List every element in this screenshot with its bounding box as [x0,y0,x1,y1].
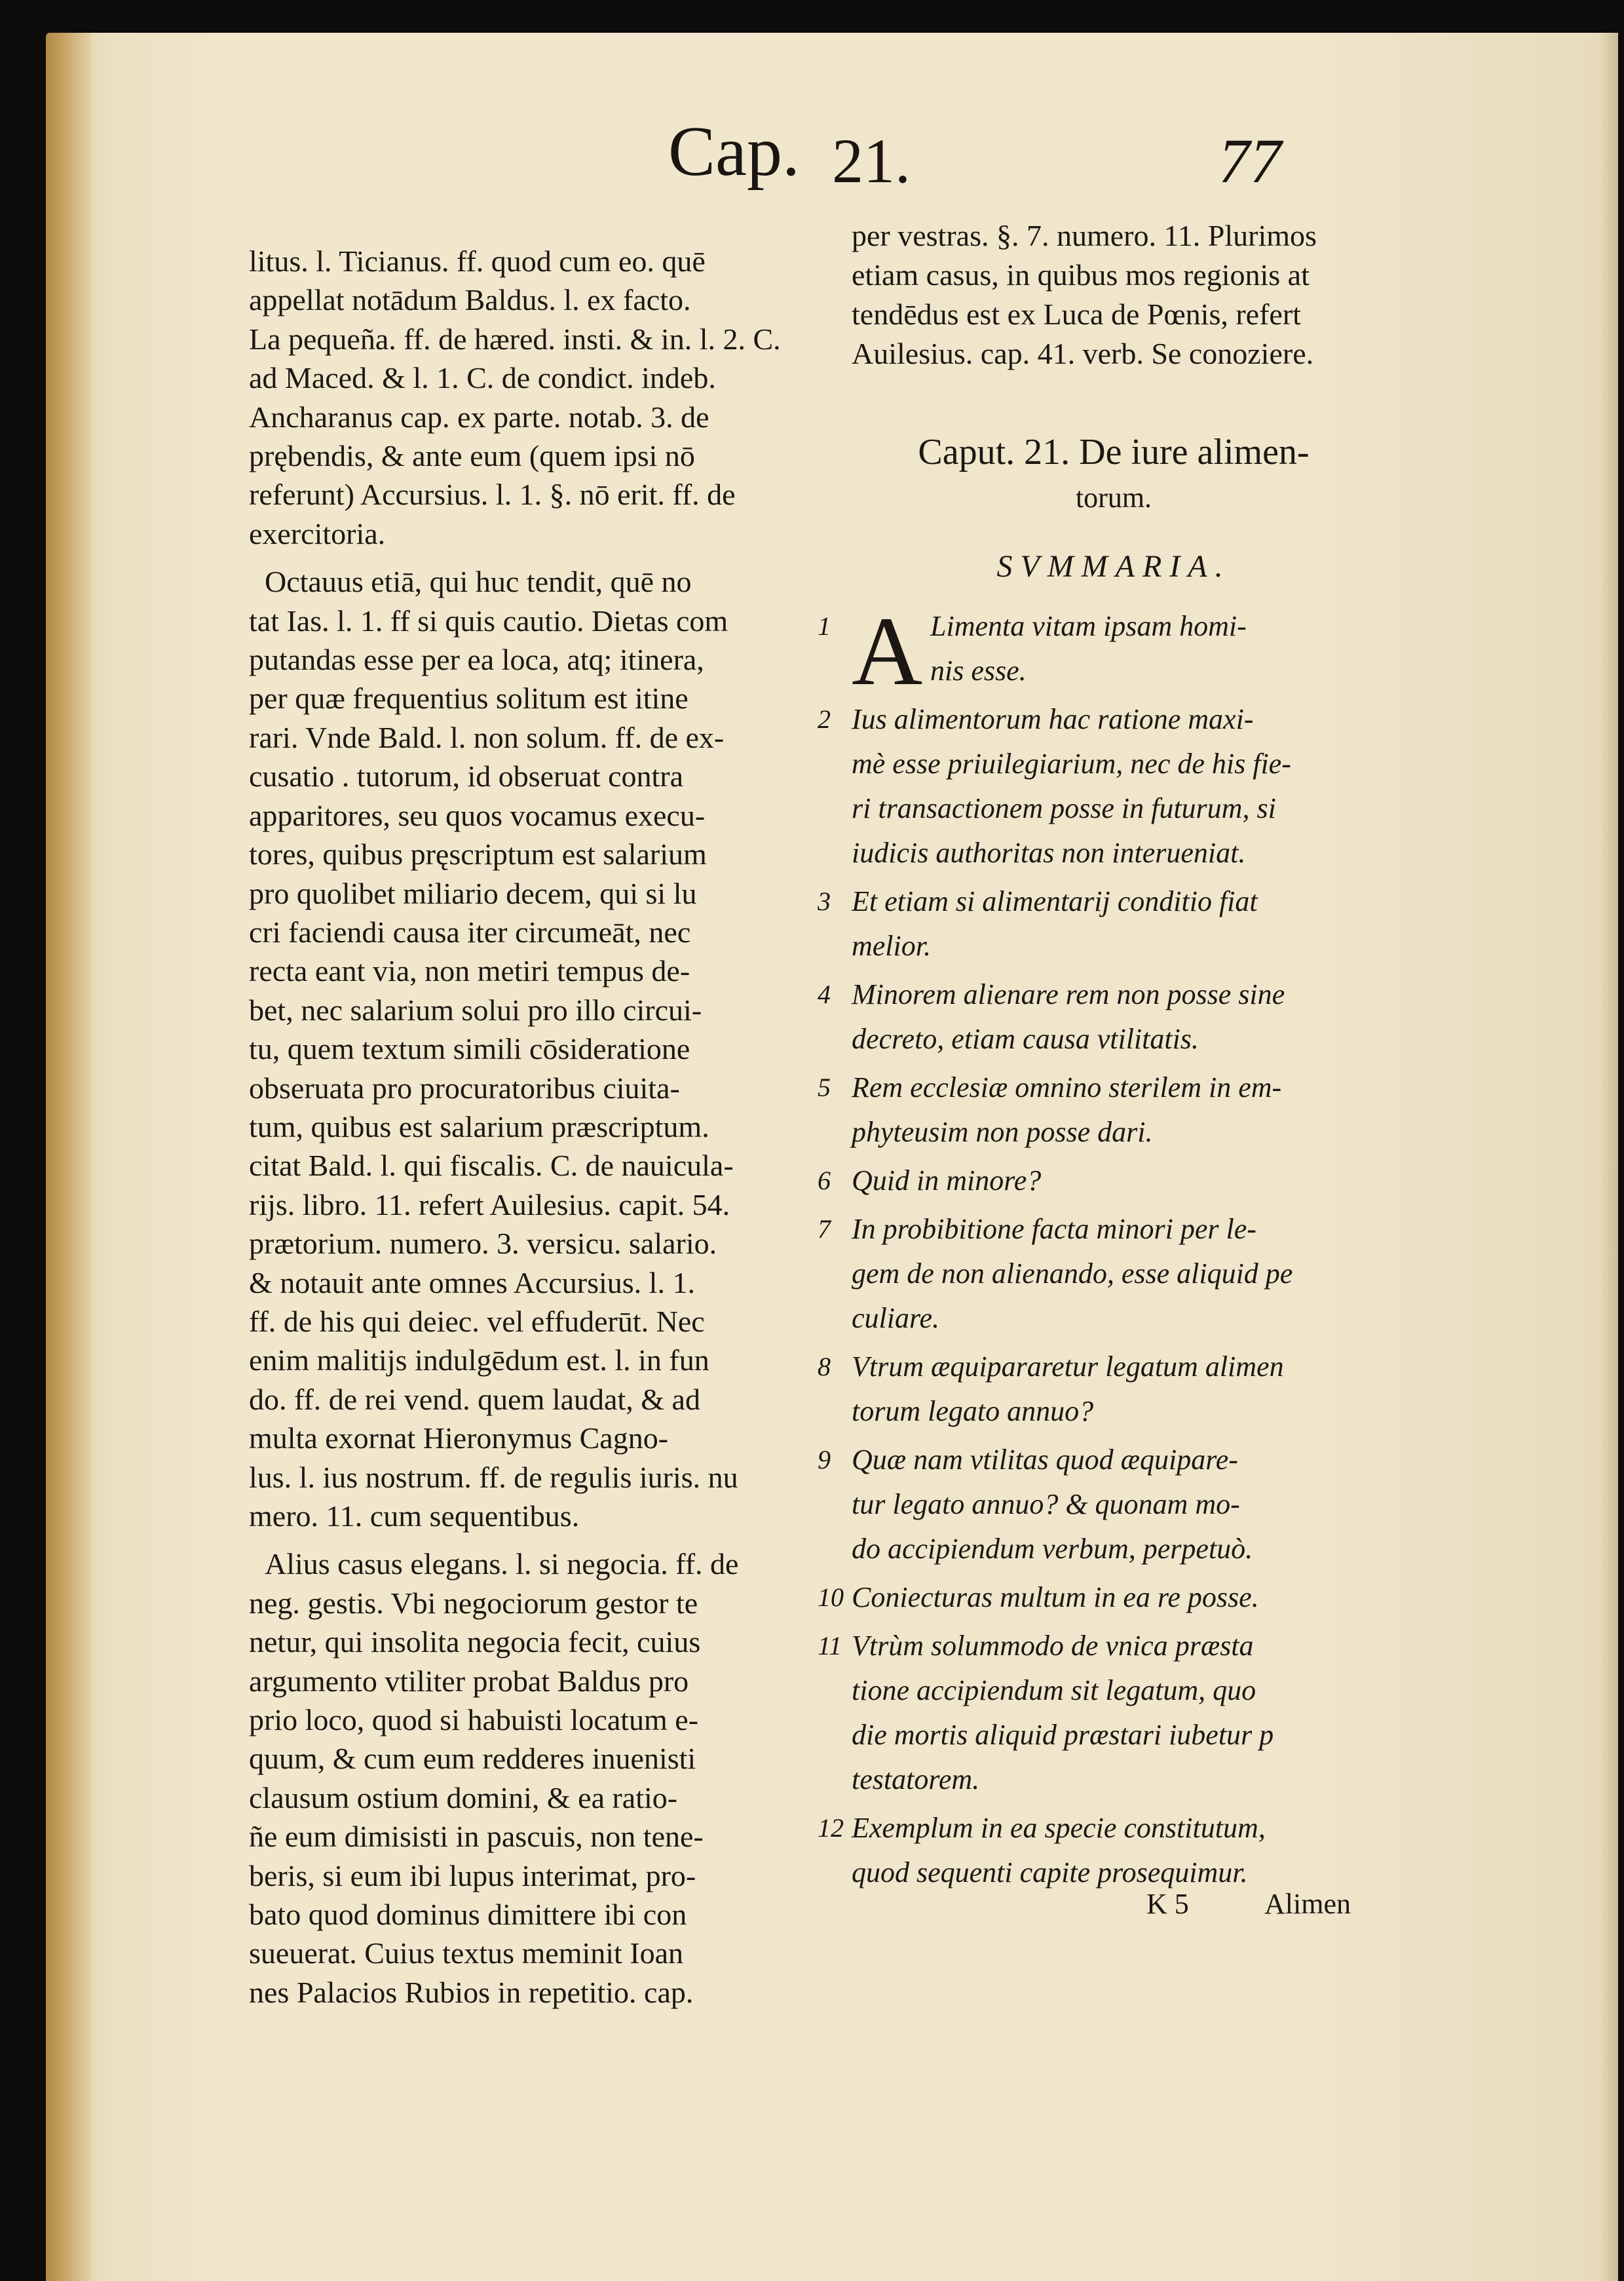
summary-item [818,697,1376,875]
text-line: & notauit ante omnes Accursius. l. 1. [249,1265,695,1299]
right-column-continuation [852,216,1376,374]
summary-item [818,1575,1376,1620]
summary-item-line: Rem ecclesiæ omnino sterilem in em- [852,1071,1282,1103]
text-line: Auilesius. cap. 41. verb. Se conoziere. [852,337,1314,370]
text-line: tu, quem textum simili cōsideratione [249,1032,690,1066]
text-line: mero. 11. cum sequentibus. [249,1499,580,1533]
text-line: argumento vtiliter probat Baldus pro [249,1664,689,1698]
text-line: appellat notādum Baldus. l. ex facto. [249,283,691,317]
catchword: Alimen [1264,1888,1351,1920]
text-line: tores, quibus pręscriptum est salarium [249,837,707,872]
summary-item-line: In probibitione facta minori per le- [852,1213,1256,1245]
text-line: apparitores, seu quos vocamus execu- [249,798,706,832]
summary-item-line: nis esse. [930,655,1027,687]
summary-item-number: 9 [818,1445,831,1474]
text-line: Ancharanus cap. ex parte. notab. 3. de [249,400,709,434]
text-line: prætorium. numero. 3. versicu. salario. [249,1227,717,1261]
summary-item-line: do accipiendum verbum, perpetuò. [852,1533,1253,1565]
summary-item-number: 1 [818,611,831,641]
summary-item-line: iudicis authoritas non interueniat. [852,837,1246,869]
summary-item-line: ri transactionem posse in futurum, si [852,792,1276,824]
text-line: do. ff. de rei vend. quem laudat, & ad [249,1382,700,1416]
text-line: obseruata pro procuratoribus ciuita- [249,1071,680,1105]
summary-item-line: melior. [852,930,931,962]
paragraph [249,562,806,1535]
summary-item-line: Quæ nam vtilitas quod æquipare- [852,1444,1238,1476]
summary-item [818,972,1376,1062]
text-line: netur, qui insolita negocia fecit, cuius [249,1625,701,1659]
summary-item-line: quod sequenti capite prosequimur. [852,1856,1248,1888]
summary-item [818,879,1376,968]
right-column [818,216,1376,1899]
summary-item-line: tur legato annuo? & quonam mo- [852,1488,1240,1520]
summary-item-number: 4 [818,980,831,1009]
text-line: tat Ias. l. 1. ff si quis cautio. Dietas com [249,604,728,638]
summary-item-line: Limenta vitam ipsam homi- [930,610,1247,642]
text-line: etiam casus, in quibus mos regionis at [852,258,1310,292]
text-line: ñe eum dimisisti in pascuis, non tene- [249,1820,704,1854]
summaria-heading: SVMMARIA. [996,549,1231,584]
chapter-title-line: torum. [1075,482,1152,514]
folio-number: 77 [1218,126,1281,196]
summary-item-number: 6 [818,1166,831,1195]
text-line: prio loco, quod si habuisti locatum e- [249,1703,699,1737]
summary-item-line: gem de non alienando, esse aliquid pe [852,1257,1293,1290]
text-line: litus. l. Ticianus. ff. quod cum eo. quē [249,244,706,278]
summary-item-line: torum legato annuo? [852,1395,1094,1427]
summary-item [818,1345,1376,1434]
text-line: cusatio . tutorum, id obseruat contra [249,759,684,794]
text-line: tum, quibus est salarium præscriptum. [249,1109,709,1143]
summary-item [818,1624,1376,1802]
text-line: ff. de his qui deiec. vel effuderūt. Nec [249,1304,705,1338]
text-line: exercitoria. [249,516,386,550]
text-line: Alius casus elegans. l. si negocia. ff. de [265,1547,739,1581]
summary-item-line: Minorem alienare rem non posse sine [852,978,1285,1010]
summary-item-line: Vtrum æquipararetur legatum alimen [852,1351,1284,1383]
text-line: bet, nec salarium solui pro illo circui- [249,993,702,1027]
left-column [249,233,806,2012]
text-line: pro quolibet miliario decem, qui si lu [249,876,697,910]
running-header [668,111,1389,223]
chapter-title [852,429,1376,521]
text-line: per vestras. §. 7. numero. 11. Plurimos [852,219,1317,252]
text-line: lus. l. ius nostrum. ff. de regulis iuris. nu [249,1460,738,1494]
text-line: beris, si eum ibi lupus interimat, pro- [249,1858,696,1892]
text-line: multa exornat Hieronymus Cagno- [249,1421,669,1455]
summary-item [818,1207,1376,1341]
text-line: citat Bald. l. qui fiscalis. C. de nauicula- [249,1149,734,1183]
summary-item-line: Quid in minore? [852,1164,1042,1197]
text-line: recta eant via, non metiri tempus de- [249,954,690,988]
chapter-number: 21. [832,126,911,196]
summary-list [818,597,1376,1895]
summary-item-line: Vtrùm solummodo de vnica præsta [852,1630,1254,1662]
summary-item [818,1159,1376,1203]
summary-item-number: 8 [818,1352,831,1381]
summary-item-number: 11 [818,1631,842,1660]
summary-item-line: Exemplum in ea specie constitutum, [852,1812,1266,1844]
summary-item [818,1065,1376,1155]
text-line: rijs. libro. 11. refert Auilesius. capit. 54. [249,1187,730,1221]
summary-item-line: mè esse priuilegiarium, nec de his fie- [852,748,1291,780]
summary-item-line: testatorem. [852,1763,980,1795]
text-line: La pequeña. ff. de hæred. insti. & in. l. 2. C. [249,322,781,356]
text-line: enim malitijs indulgēdum est. l. in fun [249,1343,709,1377]
text-line: nes Palacios Rubios in repetitio. cap. [249,1975,694,2009]
running-title: Cap. [668,113,800,191]
drop-cap: A [852,597,923,706]
summary-item-line: die mortis aliquid præstari iubetur p [852,1719,1274,1751]
text-line: neg. gestis. Vbi negociorum gestor te [249,1586,698,1620]
text-line: clausum ostium domini, & ea ratio- [249,1780,678,1814]
summary-item [818,597,1376,706]
text-line: referunt) Accursius. l. 1. §. nō erit. ff. de [249,478,736,512]
summary-item-number: 5 [818,1073,831,1102]
text-line: bato quod dominus dimittere ibi con [249,1898,687,1932]
summary-item-number: 3 [818,887,831,916]
text-line: putandas esse per ea loca, atq; itinera, [249,643,704,677]
text-line: per quæ frequentius solitum est itine [249,681,689,716]
summary-item [818,1806,1376,1895]
summary-item-number: 10 [818,1582,844,1612]
text-line: cri faciendi causa iter circumeāt, nec [249,915,691,949]
chapter-title-line: Caput. 21. De iure alimen- [918,432,1310,472]
summary-item-line: Ius alimentorum hac ratione maxi- [852,703,1254,735]
text-line: sueuerat. Cuius textus meminit Ioan [249,1936,684,1970]
text-line: ad Maced. & l. 1. C. de condict. indeb. [249,361,716,395]
summary-item-number: 7 [818,1214,831,1244]
summary-item-line: Coniecturas multum in ea re posse. [852,1581,1259,1613]
signature-mark: K 5 [1146,1888,1189,1920]
text-line: prębendis, & ante eum (quem ipsi nō [249,439,695,473]
summary-item-number: 2 [818,704,831,734]
summary-item-line: phyteusim non posse dari. [852,1116,1153,1148]
summary-item-line: tione accipiendum sit legatum, quo [852,1674,1256,1706]
summary-item-line: Et etiam si alimentarij conditio fiat [852,885,1258,917]
text-line: rari. Vnde Bald. l. non solum. ff. de ex- [249,720,725,754]
summary-item-line: decreto, etiam causa vtilitatis. [852,1023,1199,1055]
summary-item [818,1438,1376,1571]
text-line: quum, & cum eum redderes inuenisti [249,1742,696,1776]
summary-item-line: culiare. [852,1302,939,1334]
page-edge [1601,33,1618,2281]
text-line: tendēdus est ex Luca de Pœnis, refert [852,297,1301,331]
paragraph [249,1544,806,2012]
binding-gutter [46,33,92,2281]
paragraph [249,242,806,553]
text-line: Octauus etiā, qui huc tendit, quē no [265,565,692,599]
summary-item-number: 12 [818,1813,844,1843]
